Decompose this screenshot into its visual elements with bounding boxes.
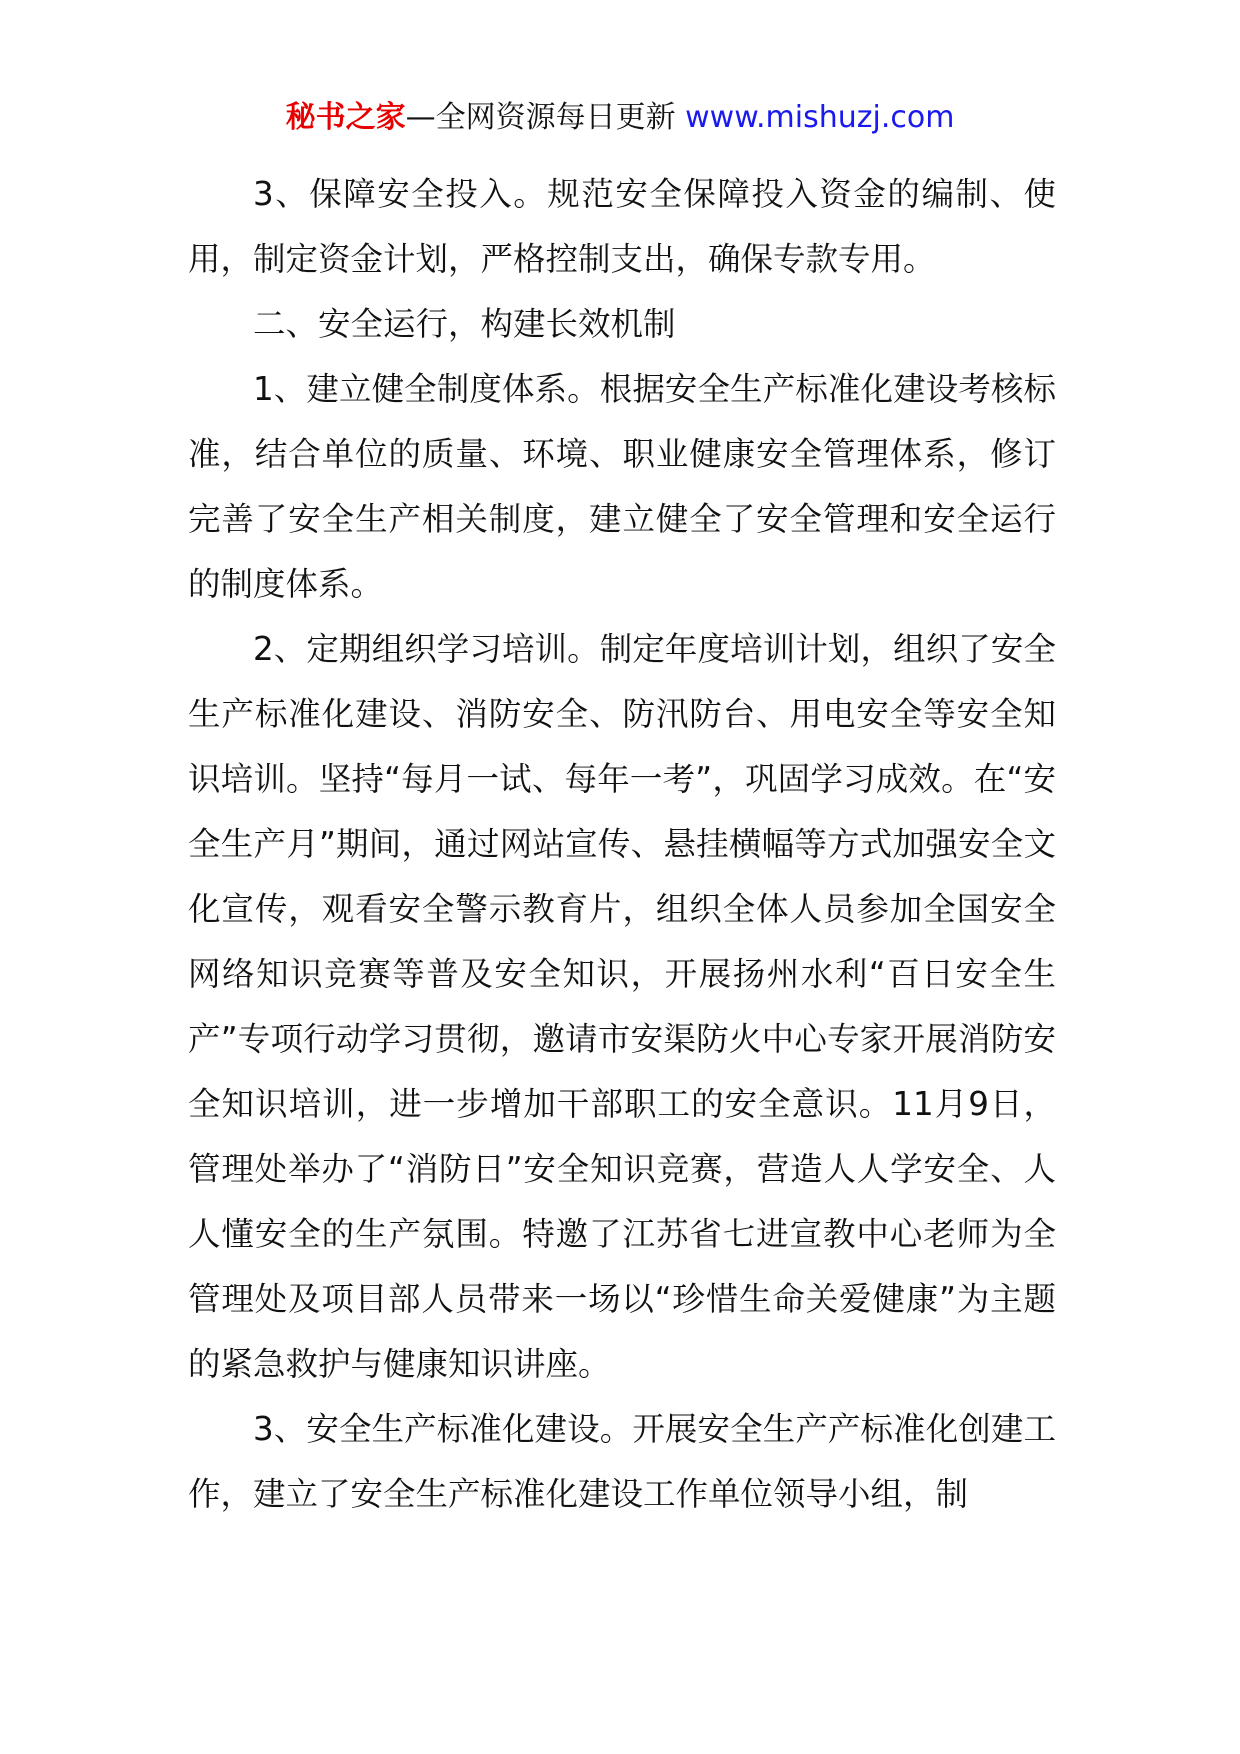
page-header [0,98,1240,138]
document-body [188,162,1056,1527]
brand-name: 秘书之家 [285,100,406,135]
paragraph-safety-investment: 3、保障安全投入。规范安全保障投入资金的编制、使用，制定资金计划，严格控制支出，确保专款专用。 [188,175,1056,278]
section-heading-safe-operation: 二、安全运行，构建长效机制 [253,305,676,343]
site-url-link[interactable]: www.mishuzj.com [685,100,955,135]
paragraph-standardization: 3、安全生产标准化建设。开展安全生产产标准化创建工作，建立了安全生产标准化建设工作单位领导小组，制 [188,1410,1056,1513]
paragraph-training: 2、定期组织学习培训。制定年度培训计划，组织了安全生产标准化建设、消防安全、防汛防台、用电安全等安全知识培训。坚持“每月一试、每年一考”，巩固学习成效。在“安全生产月”期间，通过网站宣传、悬挂横幅等方式加强安全文化宣传，观看安全警示教育片，组织全体人员参加全国安全网络知识竞赛等普及安全知识，开展扬州水利“百日安全生产”专项行动学习贯彻，邀请市安渠防火中心专家开展消防安全知识培训，进一步增加干部职工的安全意识。11月9日，管理处举办了“消防日”安全知识竞赛，营造人人学安全、人人懂安全的生产氛围。特邀了江苏省七进宣教中心老师为全管理处及项目部人员带来一场以“珍惜生命关爱健康”为主题的紧急救护与健康知识讲座。 [188,630,1056,1383]
paragraph-system-building: 1、建立健全制度体系。根据安全生产标准化建设考核标准，结合单位的质量、环境、职业健康安全管理体系，修订完善了安全生产相关制度，建立健全了安全管理和安全运行的制度体系。 [188,370,1056,603]
header-tagline: —全网资源每日更新 [405,100,686,135]
